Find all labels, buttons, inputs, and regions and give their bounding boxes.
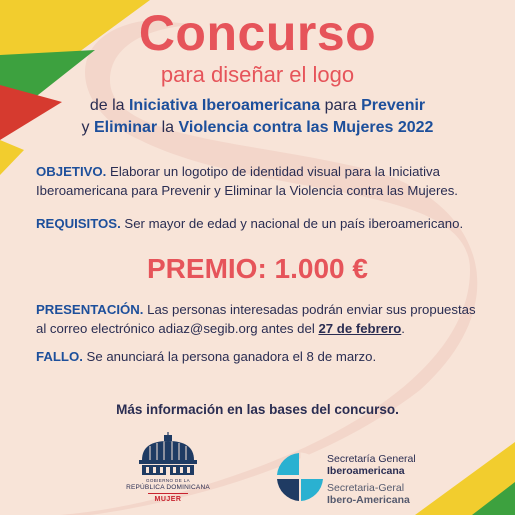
prize-heading: PREMIO: 1.000 € (147, 253, 368, 284)
presentacion-end: . (401, 321, 405, 336)
initiative-text: la (157, 119, 179, 136)
initiative-line-1 (0, 96, 515, 116)
deadline-date: 27 de febrero (318, 321, 402, 336)
initiative-text: y (81, 119, 94, 136)
segib-pt-line-1: Secretaria-Geral (327, 482, 405, 494)
initiative-highlight: Violencia contra las Mujeres 2022 (178, 119, 434, 136)
requisitos-paragraph (36, 214, 486, 233)
corner-yellow-left (0, 140, 24, 175)
logo-rd-line-1: GOBIERNO DE LA (145, 478, 191, 483)
objetivo-label: OBJETIVO. (36, 164, 107, 179)
segib-pt-line-2: Ibero-Americana (327, 493, 410, 506)
fallo-label: FALLO. (36, 349, 83, 364)
subtitle: para diseñar el logo (160, 62, 355, 87)
initiative-highlight: Prevenir (361, 97, 426, 114)
logo-rd-mujer: MUJER (154, 496, 182, 503)
segib-text (327, 454, 416, 506)
presentacion-text: Las personas interesadas podrán enviar sus propuestas al correo electrónico adiaz@segib.org antes del (36, 302, 476, 336)
segib-es-line-1: Secretaría General (327, 453, 416, 465)
more-info-text: Más información en las bases del concurso. (116, 402, 399, 417)
fallo-text: Se anunciará la persona ganadora el 8 de marzo. (82, 349, 377, 364)
fallo-paragraph (36, 347, 486, 366)
dominican-republic-logo (118, 432, 218, 512)
requisitos-text: Ser mayor de edad y nacional de un país iberoamericano. (120, 216, 464, 231)
segib-es-line-2: Iberoamericana (327, 464, 405, 477)
initiative-text: para (320, 97, 362, 114)
presentacion-paragraph (36, 300, 486, 338)
coat-of-arms-icon (118, 432, 218, 478)
initiative-highlight: Eliminar (94, 119, 158, 136)
segib-logo-icon (275, 451, 325, 503)
logo-rd-line-2: REPÚBLICA DOMINICANA (126, 484, 210, 491)
objetivo-paragraph (36, 162, 486, 200)
title: Concurso (138, 5, 377, 61)
presentacion-label: PRESENTACIÓN. (36, 302, 144, 317)
initiative-text: de la (89, 97, 129, 114)
logo-rd-divider (148, 493, 188, 494)
objetivo-text: Elaborar un logotipo de identidad visual para la Iniciativa Iberoamericana para Prevenir y Eliminar la Violencia contra las Mujeres. (36, 164, 458, 198)
requisitos-label: REQUISITOS. (36, 216, 121, 231)
initiative-highlight: Iniciativa Iberoamericana (128, 97, 321, 114)
segib-logo (275, 451, 435, 506)
initiative-line-2 (0, 118, 515, 138)
